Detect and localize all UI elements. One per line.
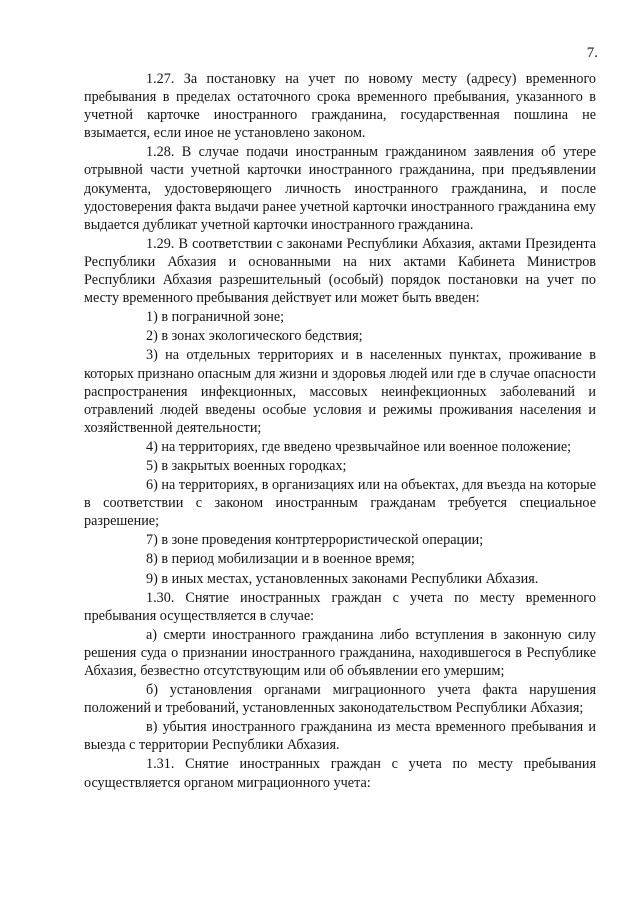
paragraph-1-29: 1.29. В соответствии с законами Республики Абхазия, актами Президента Республики Абхазия и основанными на них актами Кабинета Министров Республики Абхазия разрешительный (особый) порядок постановки на учет по месту временного пребывания действует или может быть введен: [84, 235, 596, 307]
list-item-b: б) установления органами миграционного учета факта нарушения положений и требований, установленных законодательством Республики Абхазия; [84, 682, 596, 717]
list-item-8: 8) в период мобилизации и в военное время; [146, 551, 415, 568]
list-item-2: 2) в зонах экологического бедствия; [146, 328, 363, 345]
list-item-a: а) смерти иностранного гражданина либо вступления в законную силу решения суда о признании иностранного гражданина, находившегося в Республике Абхазия, безвестно отсутствующим или об объявлении его умершим; [84, 626, 596, 679]
page-number: 7. [586, 45, 598, 61]
list-item-5: 5) в закрытых военных городках; [146, 457, 347, 474]
list-item-1: 1) в пограничной зоне; [146, 309, 285, 326]
paragraph-1-27: 1.27. За постановку на учет по новому месту (адресу) временного пребывания в пределах остаточного срока временного пребывания, указанного в учетной карточке иностранного гражданина, государственная пошлина не взымается, если иное не установлено законом. [84, 71, 596, 142]
list-item-6: 6) на территориях, в организациях или на объектах, для въезда на которые в соответствии с законом иностранным гражданам требуется специальное разрешение; [84, 477, 596, 530]
list-item-3: 3) на отдельных территориях и в населенных пунктах, проживание в которых признано опасным для жизни и здоровья людей или где в случае опасности распространения инфекционных, массовых неинфекционных заболеваний и отравлений людей введены особые условия и режимы проживания населения и хозяйственной деятельности; [84, 347, 596, 436]
paragraph-1-30: 1.30. Снятие иностранных граждан с учета по месту временного пребывания осуществляется в случае: [84, 589, 596, 624]
list-item-4: 4) на территориях, где введено чрезвычайное или военное положение; [146, 438, 572, 455]
list-item-7: 7) в зоне проведения контртеррористической операции; [146, 532, 484, 549]
list-item-9: 9) в иных местах, установленных законами Республики Абхазия. [146, 570, 539, 587]
list-item-v: в) убытия иностранного гражданина из места временного пребывания и выезда с территории Республики Абхазия. [84, 719, 596, 754]
paragraph-1-28: 1.28. В случае подачи иностранным гражданином заявления об утере отрывной части учетной карточки иностранного гражданина, при предъявлении документа, удостоверяющего личность иностранного гражданина, и после удостоверения факта выдачи ранее учетной карточки иностранного гражданина ему выдается дубликат учетной карточки иностранного гражданина. [84, 144, 596, 233]
paragraph-1-31: 1.31. Снятие иностранных граждан с учета по месту пребывания осуществляется органом миграционного учета: [84, 756, 596, 791]
document-body [84, 70, 596, 793]
